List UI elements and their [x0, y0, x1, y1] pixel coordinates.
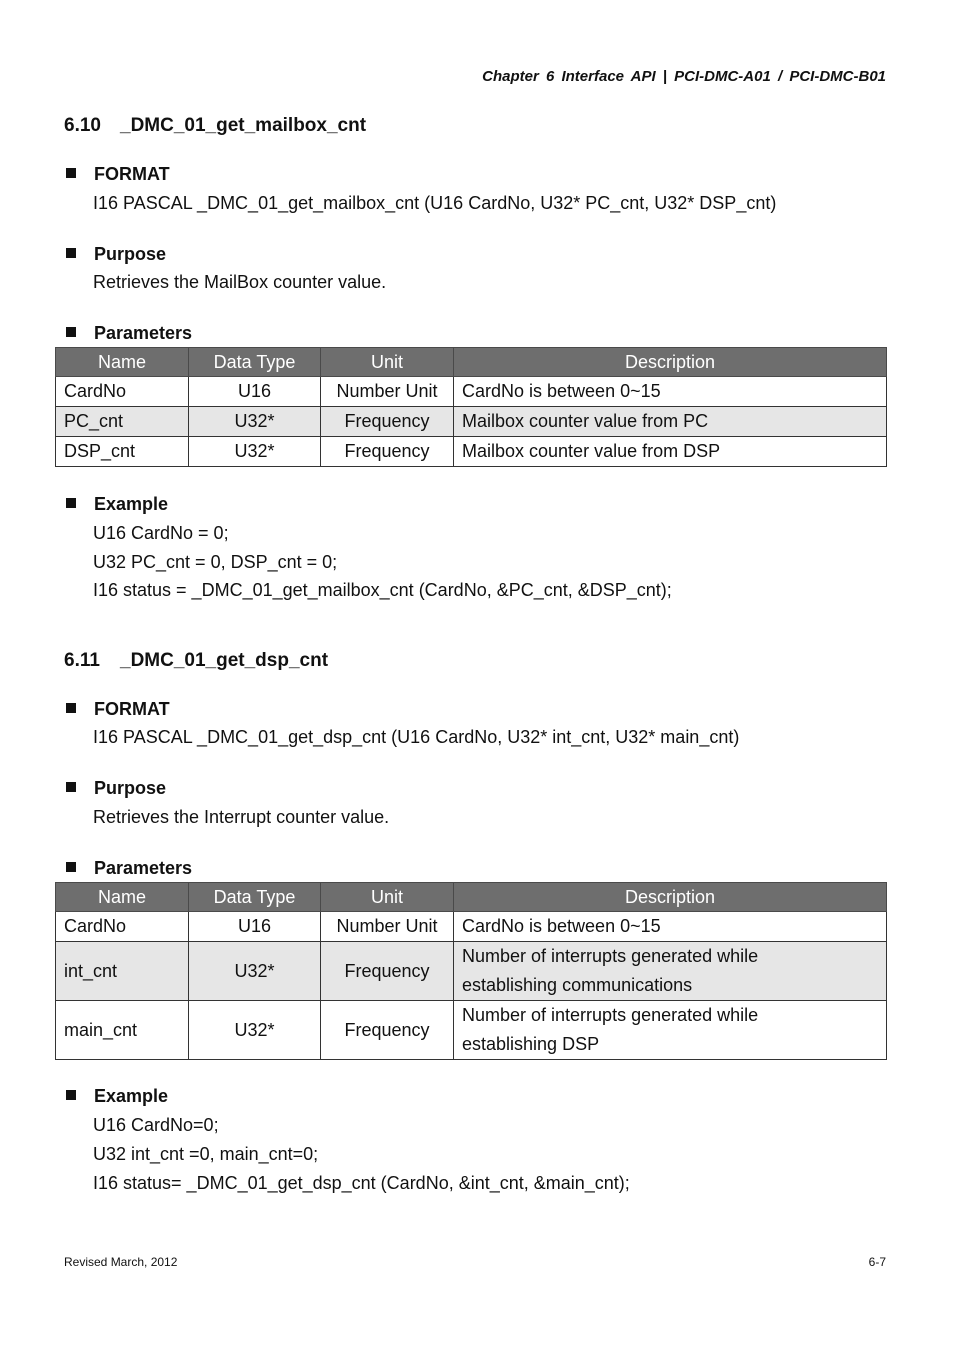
column-header: Data Type: [189, 348, 321, 377]
param-unit: Frequency: [321, 942, 454, 1001]
section-title-text: _DMC_01_get_dsp_cnt: [120, 650, 329, 671]
example-code-line: U32 int_cnt =0, main_cnt=0;: [93, 1144, 319, 1164]
bullet-square-icon: [66, 168, 76, 178]
param-name: main_cnt: [56, 1001, 189, 1060]
footer-page-number: 6-7: [868, 1255, 886, 1269]
table-row: [56, 377, 887, 407]
example-label: Example: [94, 1086, 169, 1106]
param-description: Mailbox counter value from PC: [454, 407, 887, 437]
parameters-label: Parameters: [94, 858, 193, 878]
parameters-heading: [64, 323, 192, 344]
bullet-square-icon: [66, 327, 76, 337]
param-unit: Frequency: [321, 1001, 454, 1060]
param-description: [454, 1001, 887, 1060]
example-code-line: I16 status = _DMC_01_get_mailbox_cnt (CardNo, &PC_cnt, &DSP_cnt);: [93, 580, 672, 600]
purpose-heading: [64, 244, 166, 265]
section-title-6-11: [64, 650, 328, 672]
parameters-table: [55, 882, 887, 1060]
purpose-label: Purpose: [94, 244, 167, 264]
bullet-square-icon: [66, 248, 76, 258]
column-header: Description: [454, 348, 887, 377]
param-description-line: Number of interrupts generated while: [462, 946, 759, 966]
example-code-line: U16 CardNo = 0;: [93, 523, 229, 543]
param-description: CardNo is between 0~15: [454, 377, 887, 407]
example-heading: [64, 494, 168, 515]
param-unit: Number Unit: [321, 377, 454, 407]
format-heading: [64, 164, 170, 185]
column-header: Unit: [321, 883, 454, 912]
table-row: [56, 1001, 887, 1060]
param-type: U16: [189, 377, 321, 407]
param-description-line: CardNo is between 0~15: [462, 916, 661, 936]
param-description-line: establishing DSP: [462, 1034, 600, 1054]
column-header: Description: [454, 883, 887, 912]
footer-revision: Revised March, 2012: [64, 1255, 178, 1269]
example-code-line: U32 PC_cnt = 0, DSP_cnt = 0;: [93, 552, 338, 572]
bullet-square-icon: [66, 498, 76, 508]
param-name: DSP_cnt: [56, 437, 189, 467]
param-type: U32*: [189, 407, 321, 437]
column-header: Data Type: [189, 883, 321, 912]
purpose-text: Retrieves the Interrupt counter value.: [93, 807, 390, 827]
param-description: [454, 912, 887, 942]
parameters-table: [55, 347, 887, 467]
param-unit: Frequency: [321, 437, 454, 467]
example-label: Example: [94, 494, 169, 514]
param-description: [454, 942, 887, 1001]
section-title-6-10: [64, 115, 366, 137]
purpose-text: Retrieves the MailBox counter value.: [93, 272, 387, 292]
example-code-line: I16 status= _DMC_01_get_dsp_cnt (CardNo, &int_cnt, &main_cnt);: [93, 1173, 630, 1193]
section-number: 6.11: [64, 650, 100, 671]
param-type: U32*: [189, 942, 321, 1001]
format-signature: I16 PASCAL _DMC_01_get_dsp_cnt (U16 CardNo, U32* int_cnt, U32* main_cnt): [93, 727, 740, 747]
bullet-square-icon: [66, 1090, 76, 1100]
column-header: Name: [56, 348, 189, 377]
example-heading: [64, 1086, 168, 1107]
param-name: CardNo: [56, 377, 189, 407]
table-row: [56, 437, 887, 467]
column-header: Unit: [321, 348, 454, 377]
table-header-row: [56, 348, 887, 377]
section-number: 6.10: [64, 115, 101, 136]
format-signature: I16 PASCAL _DMC_01_get_mailbox_cnt (U16 CardNo, U32* PC_cnt, U32* DSP_cnt): [93, 193, 777, 213]
param-name: PC_cnt: [56, 407, 189, 437]
table-row: [56, 912, 887, 942]
table-row: [56, 407, 887, 437]
page-header: Chapter 6 Interface API | PCI-DMC-A01 / PCI-DMC-B01: [482, 68, 886, 85]
param-type: U16: [189, 912, 321, 942]
param-description: Mailbox counter value from DSP: [454, 437, 887, 467]
format-heading: [64, 699, 170, 720]
bullet-square-icon: [66, 862, 76, 872]
param-unit: Number Unit: [321, 912, 454, 942]
param-unit: Frequency: [321, 407, 454, 437]
param-type: U32*: [189, 1001, 321, 1060]
section-title-text: _DMC_01_get_mailbox_cnt: [120, 115, 367, 136]
bullet-square-icon: [66, 703, 76, 713]
bullet-square-icon: [66, 782, 76, 792]
param-description-line: establishing communications: [462, 975, 693, 995]
param-name: int_cnt: [56, 942, 189, 1001]
example-code-line: U16 CardNo=0;: [93, 1115, 219, 1135]
param-name: CardNo: [56, 912, 189, 942]
table-header-row: [56, 883, 887, 912]
format-label: FORMAT: [94, 699, 170, 719]
table-row: [56, 942, 887, 1001]
param-type: U32*: [189, 437, 321, 467]
parameters-heading: [64, 858, 192, 879]
parameters-label: Parameters: [94, 323, 193, 343]
purpose-heading: [64, 778, 166, 799]
purpose-label: Purpose: [94, 778, 167, 798]
param-description-line: Number of interrupts generated while: [462, 1005, 759, 1025]
format-label: FORMAT: [94, 164, 170, 184]
column-header: Name: [56, 883, 189, 912]
